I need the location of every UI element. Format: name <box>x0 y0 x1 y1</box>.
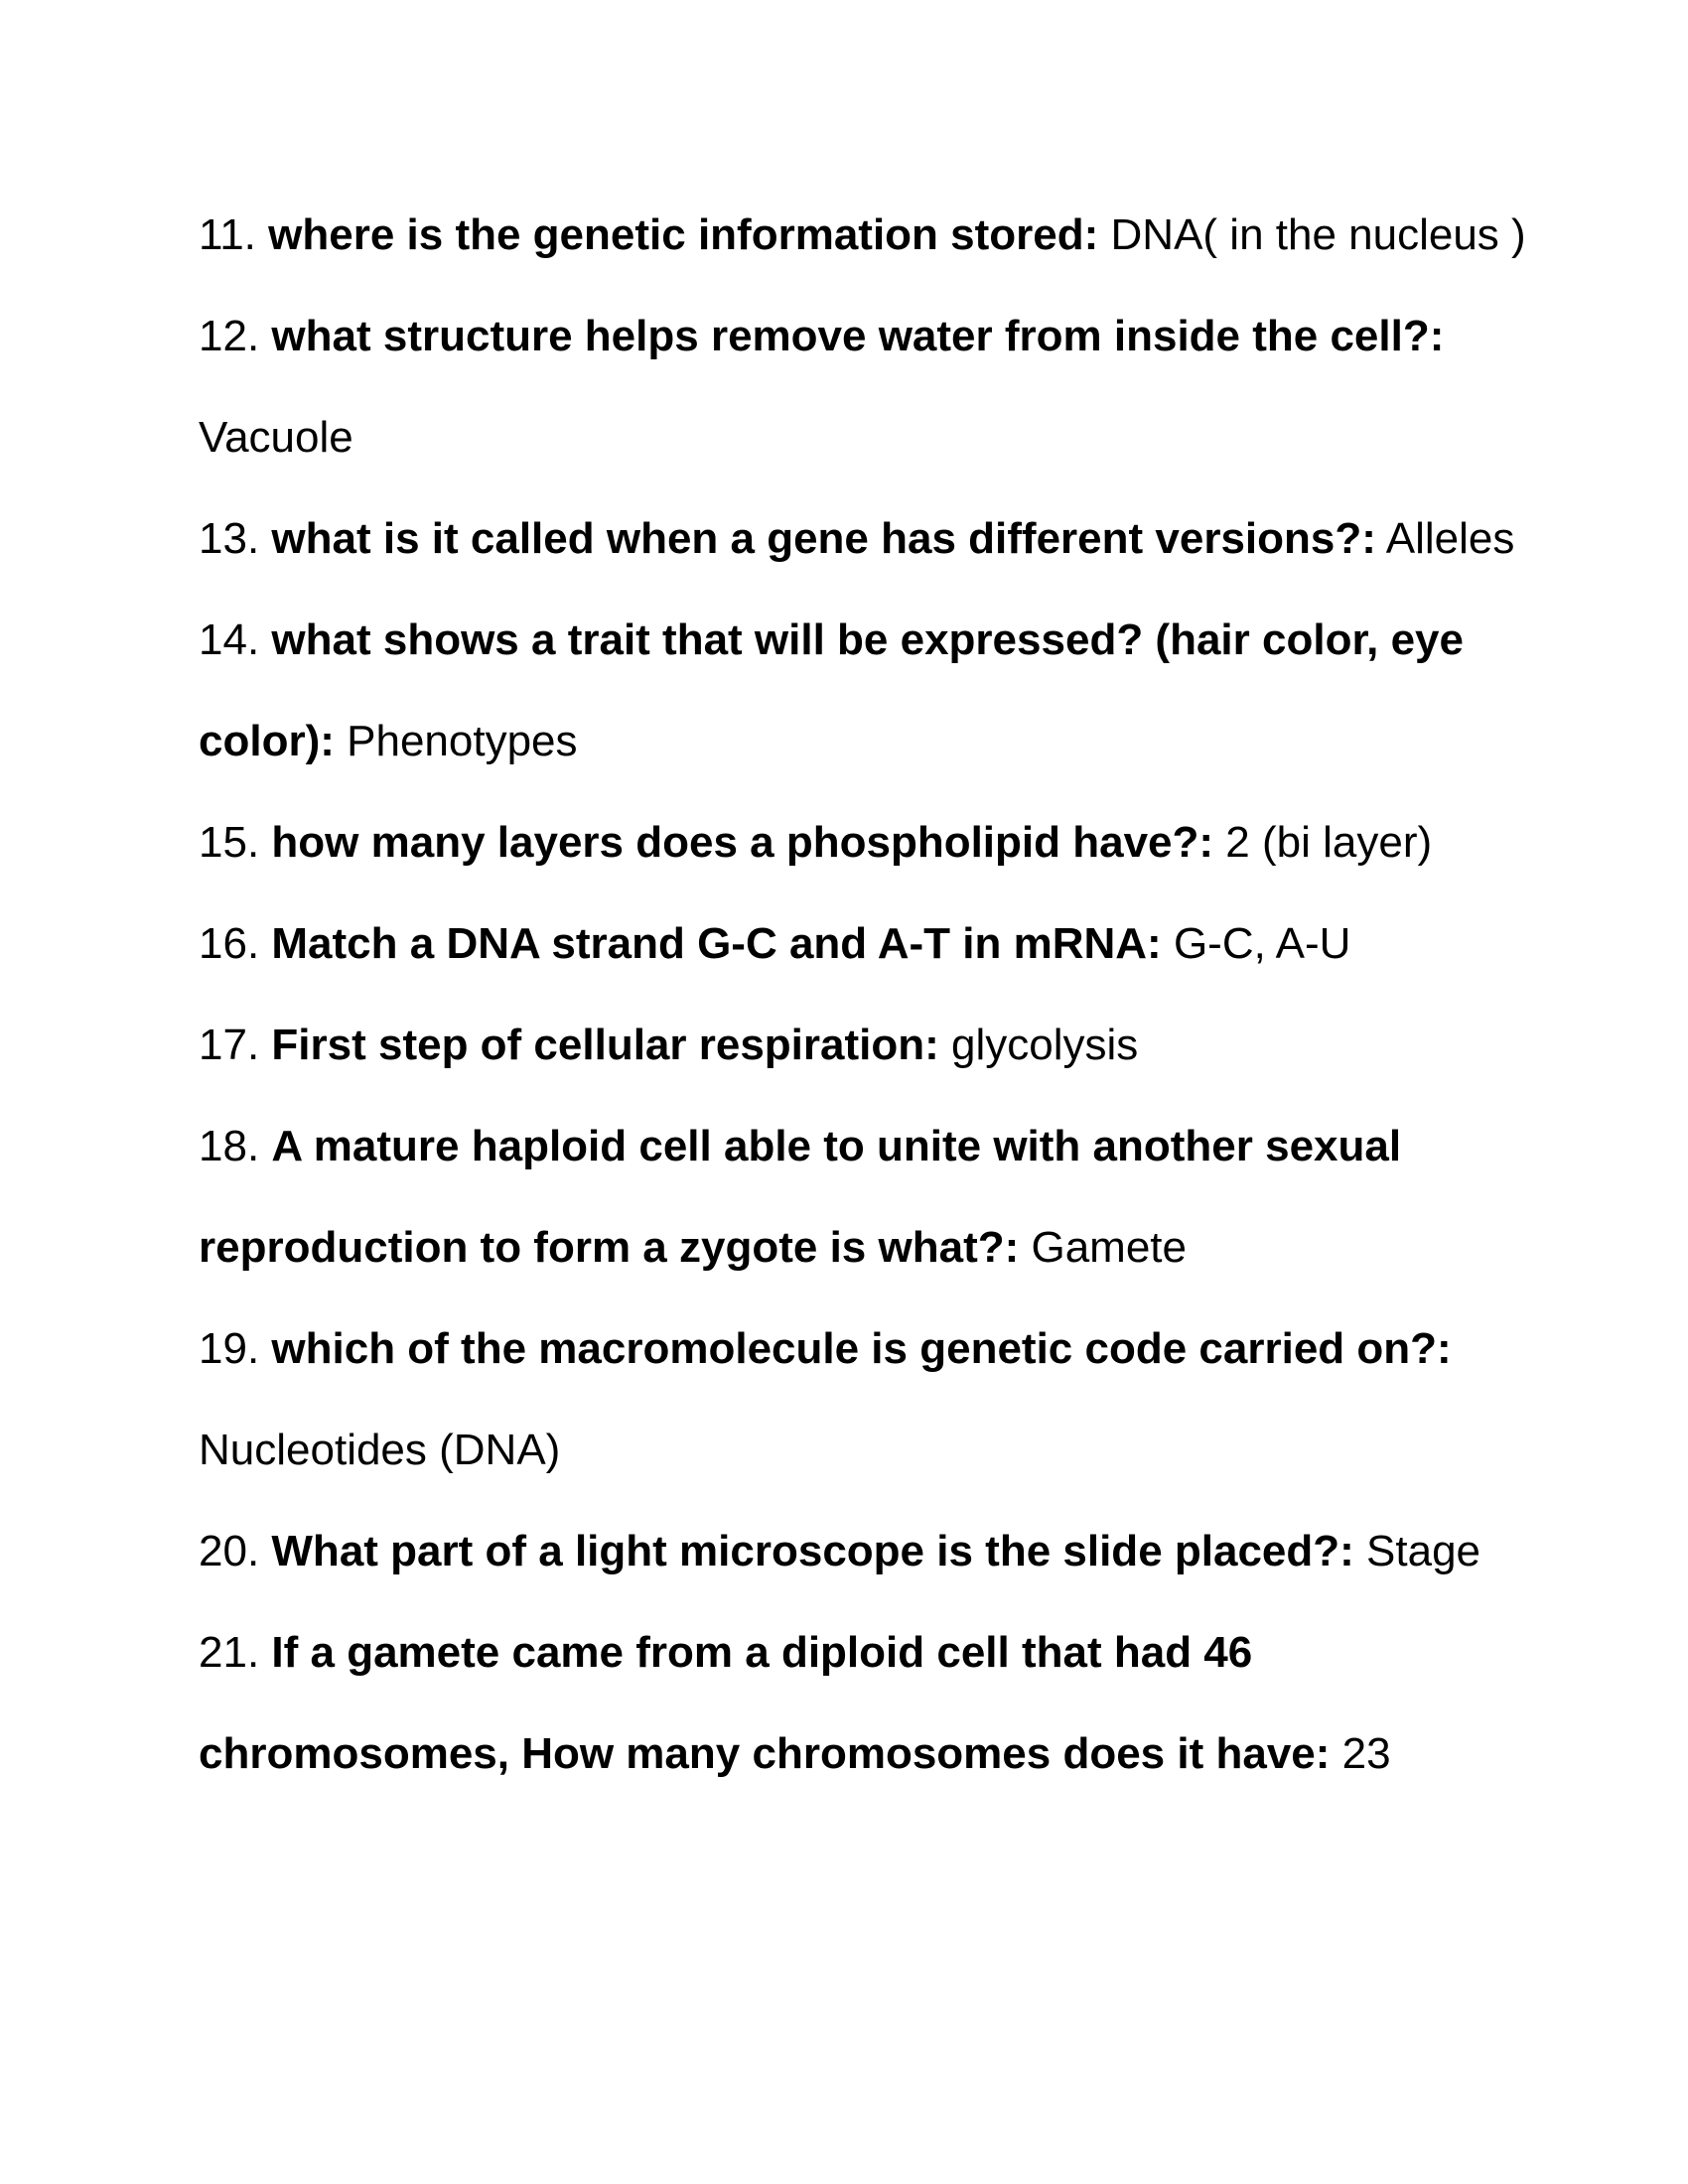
answer-text: Alleles <box>1385 514 1515 563</box>
question-number: 15. <box>199 818 260 867</box>
question-number: 18. <box>199 1122 260 1170</box>
question-text: A mature haploid cell able to unite with another sexual reproduction to form a zygote is what?: <box>199 1122 1402 1272</box>
answer-text: Nucleotides (DNA) <box>199 1426 561 1474</box>
answer-text: Gamete <box>1031 1223 1187 1272</box>
answer-text: Vacuole <box>199 413 353 462</box>
answer-text: Stage <box>1366 1527 1481 1575</box>
question-text: what structure helps remove water from inside the cell?: <box>271 312 1445 360</box>
question-text: what is it called when a gene has different versions?: <box>271 514 1376 563</box>
question-text: which of the macromolecule is genetic code carried on?: <box>271 1324 1452 1373</box>
question-number: 12. <box>199 312 260 360</box>
answer-text: DNA( in the nucleus ) <box>1110 210 1526 259</box>
question-text: where is the genetic information stored: <box>268 210 1099 259</box>
qa-item-12 <box>199 286 1529 488</box>
question-number: 13. <box>199 514 260 563</box>
question-answer-list <box>199 185 1529 1805</box>
qa-item-17 <box>199 995 1529 1096</box>
qa-item-21 <box>199 1602 1529 1805</box>
answer-text: glycolysis <box>951 1021 1139 1069</box>
question-text: What part of a light microscope is the slide placed?: <box>271 1527 1354 1575</box>
question-number: 11. <box>199 210 256 259</box>
qa-item-20 <box>199 1501 1529 1602</box>
question-number: 14. <box>199 615 260 664</box>
answer-text: 2 (bi layer) <box>1225 818 1433 867</box>
qa-item-16 <box>199 893 1529 995</box>
qa-item-14 <box>199 590 1529 792</box>
qa-item-18 <box>199 1096 1529 1298</box>
question-number: 19. <box>199 1324 260 1373</box>
question-text: how many layers does a phospholipid have?: <box>271 818 1214 867</box>
qa-item-15 <box>199 792 1529 893</box>
answer-text: G-C, A-U <box>1173 919 1351 968</box>
question-number: 20. <box>199 1527 260 1575</box>
question-text: First step of cellular respiration: <box>271 1021 939 1069</box>
qa-item-19 <box>199 1298 1529 1501</box>
answer-text: 23 <box>1341 1729 1391 1778</box>
qa-item-11 <box>199 185 1529 286</box>
question-number: 21. <box>199 1628 260 1677</box>
question-number: 16. <box>199 919 260 968</box>
answer-text: Phenotypes <box>347 717 578 765</box>
qa-item-13 <box>199 488 1529 590</box>
question-text: Match a DNA strand G-C and A-T in mRNA: <box>271 919 1162 968</box>
question-text: what shows a trait that will be expressed? (hair color, eye color): <box>199 615 1464 765</box>
question-text: If a gamete came from a diploid cell that had 46 chromosomes, How many chromosomes does it have: <box>199 1628 1331 1778</box>
question-number: 17. <box>199 1021 260 1069</box>
